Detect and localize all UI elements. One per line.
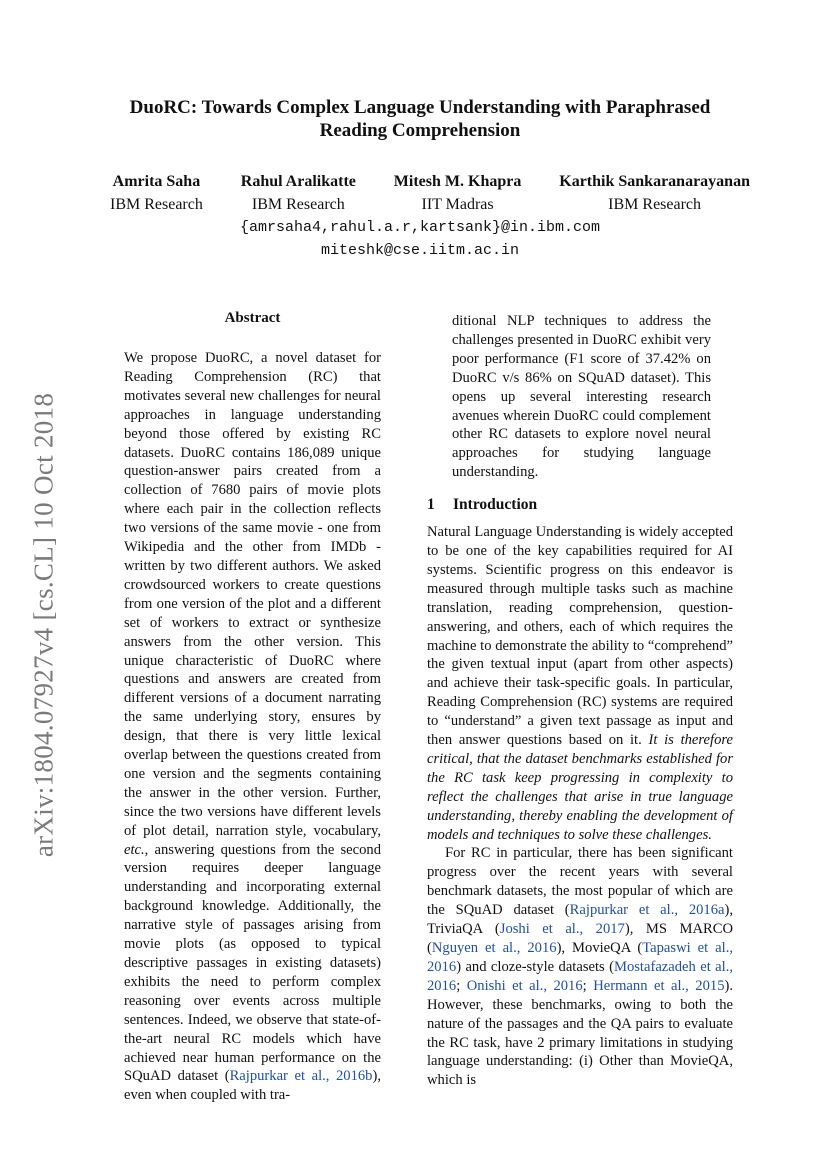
citation-link[interactable]: Rajpurkar et al., 2016b — [229, 1068, 373, 1085]
arxiv-side-stamp — [24, 375, 64, 875]
abstract-heading: Abstract — [224, 310, 281, 326]
author-2 — [241, 172, 356, 215]
author-affiliation: IBM Research — [608, 196, 702, 213]
intro-paragraph-1 — [427, 523, 733, 844]
author-affiliation: IIT Madras — [421, 196, 494, 213]
title-line-2: Reading Comprehension — [319, 120, 521, 141]
abstract-text: We propose DuoRC, a novel dataset for Reading Comprehension (RC) that motivates several new challenges for neural approaches in language understanding beyond those offered by existing RC datasets. DuoRC contains 186,089 unique question-answer pairs created from a collection of 7680 pairs of movie plots where each pair in the collection reflects two versions of the same movie - one from Wikipedia and the other from IMDb - written by two different authors. We asked crowdsourced workers to create questions from one version of the plot and a different set of workers to extract or synthesize answers from the other version. This unique characteristic of DuoRC where questions and answers are created from different versions of a document narrating the same underlying story, ensures by design, that there is very little lexical overlap between the questions created from one version and the segments containing the answer in the other version. Further, since the two versions have different levels of plot detail, narration style, vocabulary, — [124, 350, 381, 839]
citation-link[interactable]: Tapaswi et al., 2016 — [427, 940, 733, 975]
intro-paragraph-2 — [427, 844, 733, 1090]
left-column — [124, 349, 381, 1105]
citation-link[interactable]: Rajpurkar et al., 2016a — [569, 902, 725, 919]
citation-link[interactable]: Nguyen et al., 2016 — [431, 940, 557, 956]
intro-emphasis: It is therefore critical, that the dataset benchmarks established for the RC task keep progressing in complexity to reflect the challenges that arise in true language understanding, thereby enabling the development of models and techniques to solve these challenges. — [427, 732, 733, 843]
author-1 — [110, 172, 203, 215]
section-number: 1 — [427, 496, 435, 514]
citation-link[interactable]: Mostafazadeh et al., 2016 — [427, 958, 733, 994]
arxiv-identifier: arXiv:1804.07927v4 [cs.CL] 10 Oct 2018 — [28, 392, 59, 858]
intro-text: ; — [582, 977, 594, 994]
abstract-text-cont: , answering questions from the second version requires deeper language understanding and incorporating external background knowledge. Additionally, the narrative style of passages arising from movie plots (as opposed to typical descriptive passages in existing datasets) exhibits the need to perform complex reasoning over events across multiple sentences. Indeed, we observe that state-of-the-art neural RC models which have achieved near human performance on the SQuAD dataset ( — [124, 841, 381, 1085]
citation-link[interactable]: Onishi et al., 2016 — [466, 977, 583, 994]
abstract-continuation: ditional NLP techniques to address the challenges presented in DuoRC exhibit very poor performance (F1 score of 37.42% on DuoRC v/s 86% on SQuAD dataset). This opens up several interesting research avenues wherein DuoRC could complement other RC datasets to explore novel neural approaches for studying language understanding. — [452, 313, 711, 481]
intro-text: ), TriviaQA ( — [427, 902, 733, 938]
intro-text: Natural Language Understanding is widely accepted to be one of the key capabilities required for AI systems. Scientific progress on this endeavor is measured through multiple tasks such as machine translation, reading comprehension, question-answering, and others, each of which requires the machine to demonstrate the ability to “comprehend” the given textual input (apart from other aspects) and achieve their task-specific goals. In particular, Reading Comprehension (RC) systems are required to “understand” a given text passage as input and then answer questions based on it. — [427, 524, 733, 749]
intro-text: ), MovieQA ( — [556, 940, 643, 956]
paper-title — [90, 96, 750, 142]
author-name: Amrita Saha — [112, 173, 201, 190]
abstract-paragraph — [124, 349, 381, 1105]
citation-link[interactable]: Joshi et al., 2017 — [499, 921, 625, 938]
intro-text: For RC in particular, there has been significant progress over the recent years with several benchmark datasets, the most popular of which are the SQuAD dataset ( — [427, 845, 733, 919]
author-list — [110, 172, 750, 215]
author-name: Rahul Aralikatte — [240, 173, 356, 190]
intro-text: ). However, these benchmarks, owing to both the nature of the passages and the QA pairs to evaluate the RC task, have 2 primary limitations in studying language understanding: (i) Other than MovieQA, which is — [427, 977, 734, 1089]
citation-link[interactable]: Hermann et al., 2015 — [593, 977, 725, 994]
title-line-1: DuoRC: Towards Complex Language Understanding with Paraphrased — [129, 97, 711, 118]
author-name: Karthik Sankaranarayanan — [559, 173, 750, 190]
abstract-etc: etc. — [124, 841, 145, 858]
right-column — [427, 312, 733, 1090]
email-line-1: {amrsaha4,rahul.a.r,kartsank}@in.ibm.com — [239, 219, 601, 236]
author-4 — [559, 172, 750, 215]
section-heading-introduction — [427, 496, 733, 515]
section-title: Introduction — [453, 496, 538, 514]
abstract-text-end: ), even when coupled with tra- — [124, 1068, 381, 1104]
intro-text: ; — [456, 977, 467, 994]
intro-text: ) and cloze-style datasets ( — [456, 958, 614, 975]
email-line-2: miteshk@cse.iitm.ac.in — [320, 242, 520, 259]
author-3 — [394, 172, 522, 215]
author-affiliation: IBM Research — [251, 196, 345, 213]
intro-text: ), MS MARCO ( — [427, 921, 733, 956]
author-affiliation: IBM Research — [110, 196, 203, 213]
author-name: Mitesh M. Khapra — [393, 173, 522, 190]
